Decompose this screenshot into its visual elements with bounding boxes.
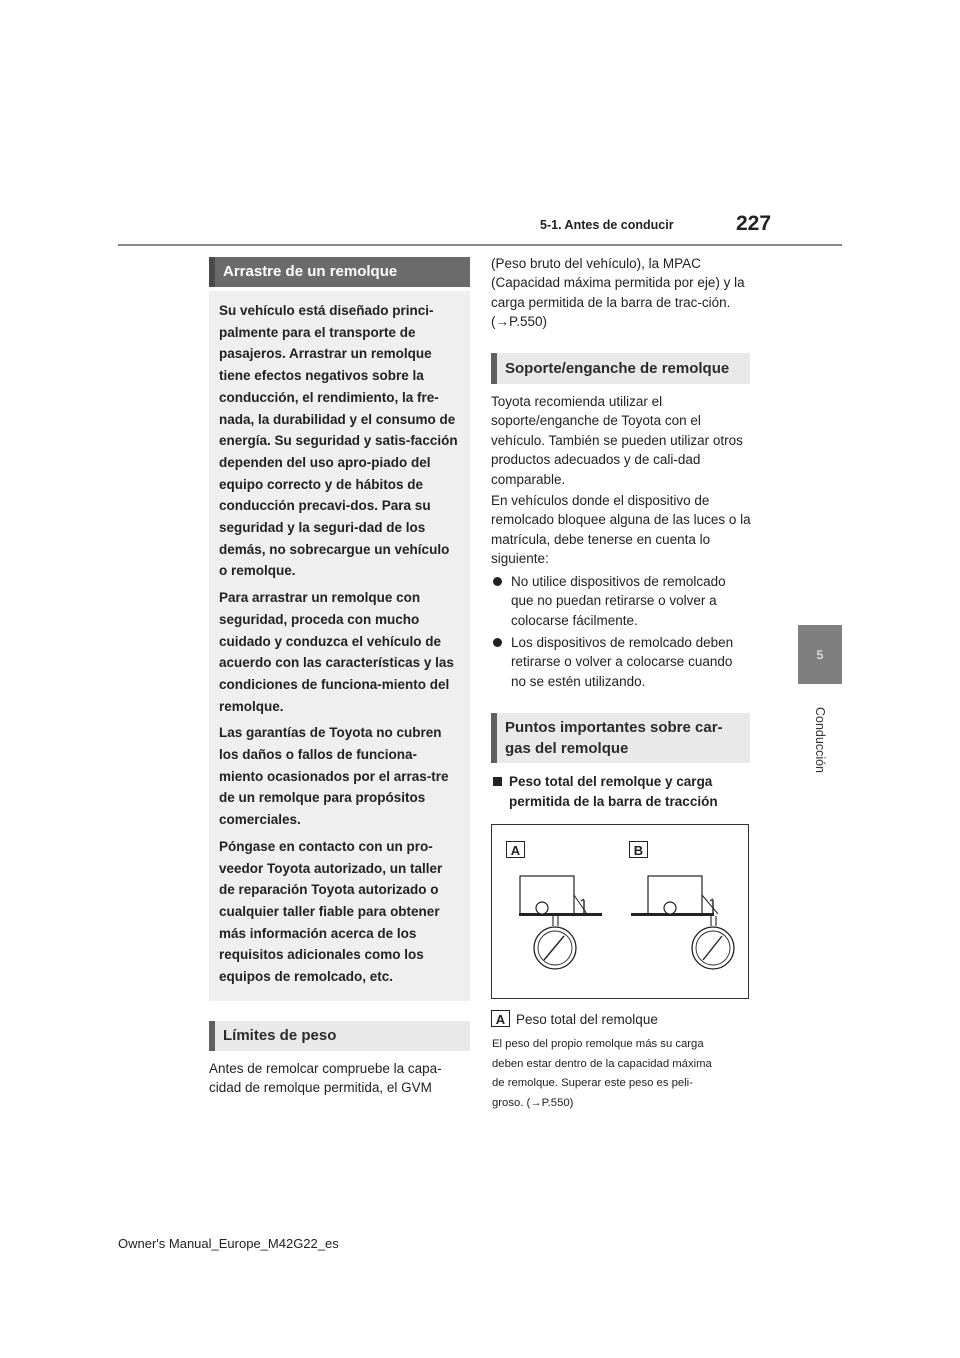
footer-manual-id: Owner's Manual_Europe_M42G22_es — [118, 1236, 339, 1251]
bullet-item-2 — [493, 633, 751, 691]
heading-hitch — [491, 353, 750, 384]
box-paragraph-4: Póngase en contacto con un pro-veedor Toyota autorizado, un taller de reparación Toyota autorizado o cualquier taller fiable para obtener más información acerca de los requisitos adicionales como los equipos de remolcado, etc. — [219, 838, 443, 985]
caption-line-2: deben estar dentro de la capacidad máxima — [492, 1057, 712, 1070]
caption-label-a: A — [491, 1010, 510, 1027]
caption-line-1: El peso del propio remolque más su carga — [492, 1038, 704, 1050]
heading-load-line-2: gas del remolque — [505, 740, 629, 757]
hitch-paragraph-1: Toyota recomienda utilizar el soporte/enganche de Toyota con el vehículo. También se pueden utilizar otros productos adecuados y de cali-dad comparable. — [491, 394, 743, 487]
bullet-dot-icon — [493, 577, 502, 586]
intro-notice-box — [209, 291, 470, 1001]
continued-text: (Peso bruto del vehículo), la MPAC (Capacidad máxima permitida por eje) y la carga permitida de la barra de trac-ción. (→P.550) — [491, 256, 745, 330]
figure-label-a: A — [506, 841, 525, 858]
heading-hitch-text: Soporte/enganche de remolque — [505, 360, 730, 377]
sub-heading-line-1: Peso total del remolque y carga — [509, 774, 713, 789]
weight-limits-text: Antes de remolcar compruebe la capa-cidad de remolque permitida, el GVM — [209, 1061, 442, 1096]
heading-weight-text: Límites de peso — [223, 1027, 337, 1044]
bullet-dot-icon — [493, 638, 502, 647]
hitch-paragraph-2: En vehículos donde el dispositivo de remolcado bloquee alguna de las luces o la matrícula, debe tenerse en cuenta lo siguiente: — [491, 493, 751, 567]
figure-label-b: B — [629, 841, 648, 858]
sub-heading-total-weight — [493, 772, 751, 811]
sub-heading-line-2: permitida de la barra de tracción — [509, 793, 718, 809]
heading-tow-text: Arrastre de un remolque — [223, 263, 398, 280]
heading-tow — [209, 257, 470, 287]
section-title: 5-1. Antes de conducir — [540, 218, 674, 232]
caption-line-3: de remolque. Superar este peso es peli- — [492, 1077, 693, 1089]
trailer-scale-illustration — [492, 825, 748, 998]
bullet-item-1 — [493, 572, 751, 630]
square-bullet-icon — [493, 777, 502, 786]
caption-title: Peso total del remolque — [516, 1012, 658, 1027]
trailer-weight-figure — [491, 824, 749, 999]
caption-line-4: groso. (→P.550) — [492, 1096, 574, 1109]
box-paragraph-2: Para arrastrar un remolque con seguridad, proceda con mucho cuidado y conduzca el vehículo de acuerdo con las características y las condiciones de funciona-miento del remolque. — [219, 590, 454, 714]
header-divider — [118, 244, 842, 246]
bullet-text-1: No utilice dispositivos de remolcado que no puedan retirarse o volver a colocarse fácilmente. — [511, 574, 726, 628]
box-paragraph-1: Su vehículo está diseñado princi-palmente para el transporte de pasajeros. Arrastrar un remolque tiene efectos negativos sobre la conducción, el rendimiento, la fre-nada, la durabilidad y el consumo de energía. Su seguridad y satis-facción dependen del uso apro-piado del equipo correcto y de hábitos de conducción precavi-dos. Para su seguridad y la seguri-dad de los demás, no sobrecargue un vehículo o remolque. — [219, 303, 458, 579]
chapter-label: Conducción — [813, 706, 827, 773]
heading-load-points — [491, 713, 750, 763]
heading-weight-limits — [209, 1021, 470, 1051]
caption-description — [492, 1035, 754, 1113]
bullet-text-2: Los dispositivos de remolcado deben retirarse o volver a colocarse cuando no se estén utilizando. — [511, 635, 734, 689]
heading-load-line-1: Puntos importantes sobre car- — [505, 719, 723, 736]
chapter-tab[interactable]: 5 — [798, 625, 842, 684]
page-number: 227 — [736, 212, 772, 235]
box-paragraph-3: Las garantías de Toyota no cubren los daños o fallos de funciona-miento ocasionados por el arras-tre de un remolque para propósitos comerciales. — [219, 725, 449, 828]
